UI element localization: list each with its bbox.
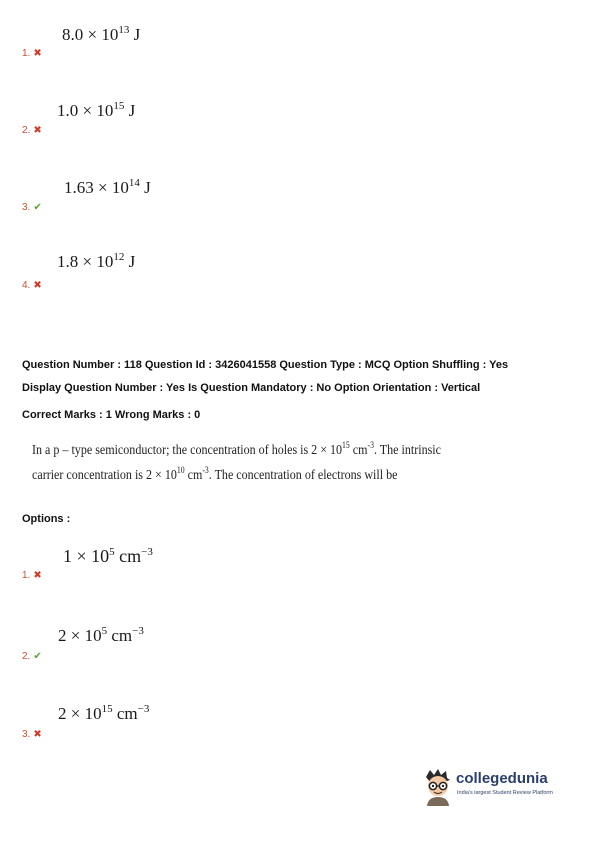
question-text-line-1 <box>32 440 441 459</box>
logo-tagline: India's largest Student Review Platform <box>457 790 553 796</box>
mascot-icon <box>420 767 456 807</box>
cross-icon: ✖ <box>33 570 42 581</box>
option-number <box>22 280 42 291</box>
check-icon: ✔ <box>33 202 42 213</box>
exponent: 5 <box>109 546 115 558</box>
cross-icon: ✖ <box>33 729 42 740</box>
option-index: 3. <box>22 202 31 213</box>
mantissa: 2 × 10 <box>58 626 102 645</box>
option-number <box>22 729 42 740</box>
unit: J <box>124 252 136 271</box>
option-formula <box>64 178 151 198</box>
unit: cm <box>114 546 142 566</box>
option-index: 3. <box>22 729 31 740</box>
unit-exponent: −3 <box>132 625 144 637</box>
option-index: 1. <box>22 570 31 581</box>
unit: J <box>129 25 141 44</box>
exponent: -3 <box>367 440 374 450</box>
mantissa: 8.0 × 10 <box>62 25 119 44</box>
mantissa: 2 × 10 <box>58 704 102 723</box>
options-label: Options : <box>22 513 71 525</box>
logo-name: collegedunia <box>456 770 548 787</box>
unit: cm <box>184 468 203 483</box>
mantissa: 1 × 10 <box>63 546 110 566</box>
option-formula <box>63 546 153 567</box>
option-index: 2. <box>22 651 31 662</box>
exponent: 12 <box>113 251 125 263</box>
option-formula <box>62 25 140 45</box>
option-formula <box>58 626 144 646</box>
mantissa: 1.8 × 10 <box>57 252 114 271</box>
exponent: 13 <box>118 24 130 36</box>
option-number <box>22 48 42 59</box>
exponent: 14 <box>128 177 140 189</box>
question-text-line-2 <box>32 465 398 484</box>
cross-icon: ✖ <box>33 48 42 59</box>
collegedunia-logo <box>420 767 570 807</box>
cross-icon: ✖ <box>33 125 42 136</box>
option-formula <box>58 704 149 724</box>
question-text: . The concentration of electrons will be <box>208 468 398 483</box>
option-formula <box>57 101 135 121</box>
unit: J <box>124 101 136 120</box>
question-text: carrier concentration is 2 × 10 <box>32 468 177 483</box>
option-number <box>22 125 42 136</box>
exponent: -3 <box>202 465 209 475</box>
cross-icon: ✖ <box>33 280 42 291</box>
option-index: 1. <box>22 48 31 59</box>
unit: cm <box>107 626 133 645</box>
option-number <box>22 570 42 581</box>
mantissa: 1.63 × 10 <box>64 178 129 197</box>
unit: cm <box>349 443 368 458</box>
unit: J <box>139 178 151 197</box>
unit-exponent: −3 <box>137 703 150 715</box>
check-icon: ✔ <box>33 651 42 662</box>
exponent: 5 <box>101 625 108 637</box>
option-number <box>22 202 42 213</box>
mantissa: 1.0 × 10 <box>57 101 114 120</box>
exponent: 15 <box>342 440 350 450</box>
exponent: 10 <box>176 465 185 475</box>
question-text: In a p – type semiconductor; the concentration of holes is 2 × 10 <box>32 443 343 458</box>
unit-exponent: −3 <box>141 546 153 558</box>
option-number <box>22 651 42 662</box>
unit: cm <box>112 704 138 723</box>
question-text: . The intrinsic <box>373 443 441 458</box>
option-index: 2. <box>22 125 31 136</box>
exponent: 15 <box>113 100 125 112</box>
exponent: 15 <box>101 703 113 715</box>
option-index: 4. <box>22 280 31 291</box>
question-meta-line-2: Display Question Number : Yes Is Question Mandatory : No Option Orientation : Vertical <box>22 382 481 394</box>
option-formula <box>57 252 135 272</box>
question-meta-line-1: Question Number : 118 Question Id : 3426041558 Question Type : MCQ Option Shuffling : Yes <box>22 359 509 371</box>
question-marks: Correct Marks : 1 Wrong Marks : 0 <box>22 409 201 421</box>
